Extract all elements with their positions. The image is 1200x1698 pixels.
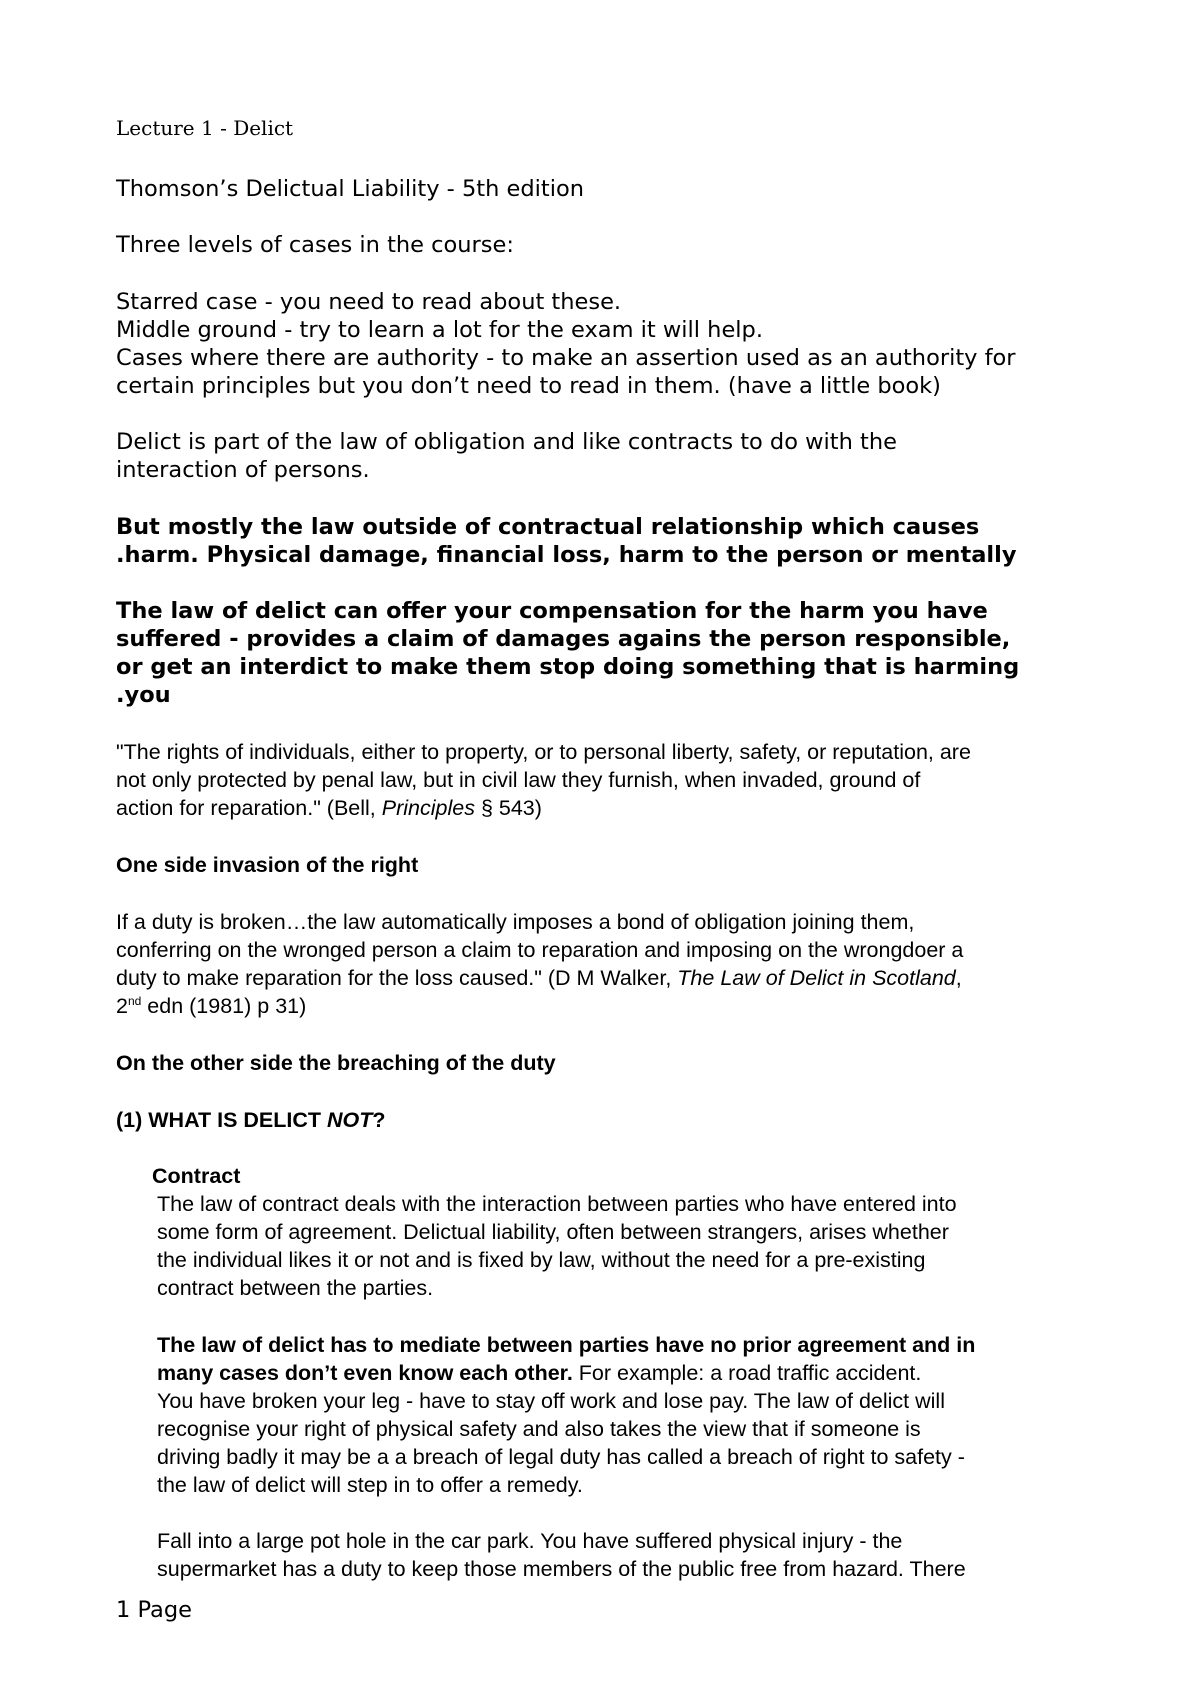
bell-quote-line xyxy=(116,794,542,822)
bold-paragraph-line: But mostly the law outside of contractual relationship which causes xyxy=(116,514,980,540)
heading-question-mark: ? xyxy=(372,1108,386,1132)
walker-quote-line xyxy=(116,992,306,1020)
walker-quote-line xyxy=(116,964,962,992)
walker-book-italic: The Law of Delict in Scotland xyxy=(677,966,956,990)
mediate-line xyxy=(157,1359,921,1387)
level-authority: Cases where there are authority - to make an assertion used as an authority for xyxy=(116,345,1016,371)
bell-quote-line: not only protected by penal law, but in civil law they furnish, when invaded, ground of xyxy=(116,768,921,792)
compensation-line: or get an interdict to make them stop doing something that is harming xyxy=(116,654,1020,680)
level-middle-ground: Middle ground - try to learn a lot for the exam it will help. xyxy=(116,317,763,343)
mediate-line: recognise your right of physical safety and also takes the view that if someone is xyxy=(157,1417,921,1441)
book-reference: Thomson’s Delictual Liability - 5th edition xyxy=(116,176,584,202)
heading-what-is-text: (1) WHAT IS DELICT xyxy=(116,1108,328,1132)
level-starred: Starred case - you need to read about these. xyxy=(116,289,622,315)
walker-edition-suffix: nd xyxy=(127,993,142,1008)
mediate-line: driving badly it may be a a breach of legal duty has called a breach of right to safety - xyxy=(157,1445,965,1469)
mediate-line: the law of delict will step in to offer a remedy. xyxy=(157,1473,583,1497)
bell-section-ref: § 543) xyxy=(474,796,542,820)
contract-line: contract between the parties. xyxy=(157,1276,434,1300)
delict-paragraph-line: Delict is part of the law of obligation and like contracts to do with the xyxy=(116,429,897,455)
heading-not-italic: NOT xyxy=(327,1108,373,1132)
levels-intro: Three levels of cases in the course: xyxy=(116,232,514,258)
walker-edition-number: 2 xyxy=(116,994,128,1018)
mediate-bold-line: The law of delict has to mediate between parties have no prior agreement and in xyxy=(157,1333,976,1357)
mediate-line: You have broken your leg - have to stay off work and lose pay. The law of delict will xyxy=(157,1389,945,1413)
delict-paragraph-line: interaction of persons. xyxy=(116,457,370,483)
contract-line: the individual likes it or not and is fixed by law, without the need for a pre-existing xyxy=(157,1248,926,1272)
bell-principles-italic: Principles xyxy=(381,796,475,820)
contract-line: some form of agreement. Delictual liability, often between strangers, arises whether xyxy=(157,1220,949,1244)
bold-paragraph-line: .harm. Physical damage, financial loss, harm to the person or mentally xyxy=(116,542,1017,568)
heading-one-side: One side invasion of the right xyxy=(116,853,419,877)
bell-quote-text: action for reparation." (Bell, xyxy=(116,796,382,820)
heading-what-is-delict-not xyxy=(116,1106,386,1134)
level-authority-cont: certain principles but you don’t need to read in them. (have a little book) xyxy=(116,373,941,399)
walker-quote-line: If a duty is broken…the law automatically imposes a bond of obligation joining them, xyxy=(116,910,915,934)
contract-line: The law of contract deals with the interaction between parties who have entered into xyxy=(157,1192,957,1216)
mediate-bold-text: many cases don’t even know each other. xyxy=(157,1361,573,1385)
mediate-example-text: For example: a road traffic accident. xyxy=(572,1361,922,1385)
compensation-line: suffered - provides a claim of damages agains the person responsible, xyxy=(116,626,1011,652)
lecture-title: Lecture 1 - Delict xyxy=(116,116,294,140)
contract-heading: Contract xyxy=(152,1164,241,1188)
pothole-line: Fall into a large pot hole in the car park. You have suffered physical injury - the xyxy=(157,1529,903,1553)
walker-quote-line: conferring on the wronged person a claim to reparation and imposing on the wrongdoer a xyxy=(116,938,964,962)
heading-other-side: On the other side the breaching of the duty xyxy=(116,1051,556,1075)
compensation-line: .you xyxy=(116,682,171,708)
walker-edition-text: edn (1981) p 31) xyxy=(141,994,307,1018)
walker-comma: , xyxy=(955,966,962,990)
walker-quote-text: duty to make reparation for the loss caused." (D M Walker, xyxy=(116,966,678,990)
page-number-footer: 1 Page xyxy=(116,1597,192,1623)
pothole-line: supermarket has a duty to keep those members of the public free from hazard. There xyxy=(157,1557,966,1581)
bell-quote-line: "The rights of individuals, either to property, or to personal liberty, safety, or reputation, are xyxy=(116,740,971,764)
compensation-line: The law of delict can offer your compensation for the harm you have xyxy=(116,598,988,624)
